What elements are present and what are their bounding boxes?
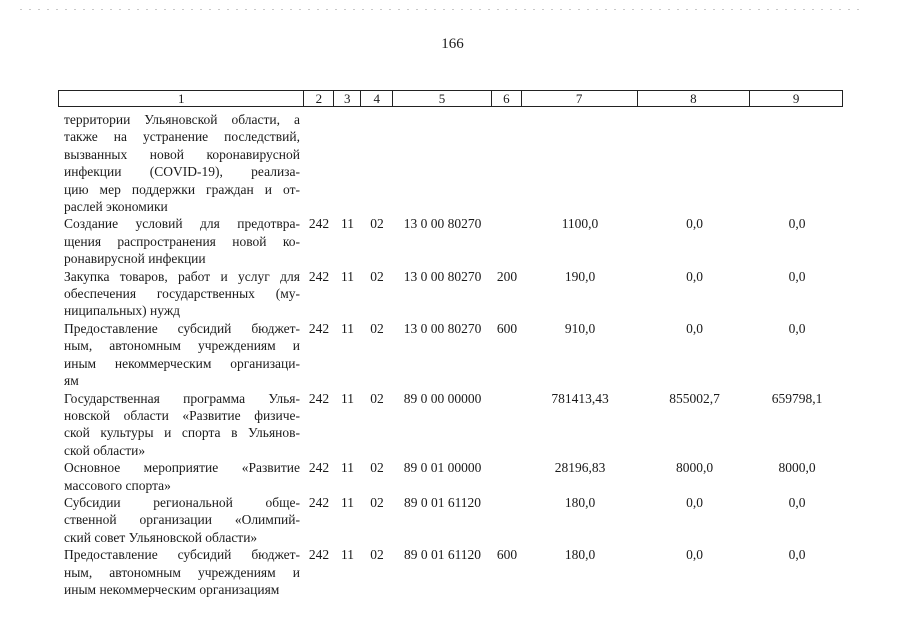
col-7-value: 28196,83 xyxy=(554,460,606,476)
row-name xyxy=(58,546,304,598)
scan-artifact-top xyxy=(20,9,860,10)
col-4-value: 02 xyxy=(370,320,384,336)
row-name-line: Субсидии региональной обще- xyxy=(64,494,300,510)
table-row xyxy=(58,320,843,390)
col-3-value: 11 xyxy=(341,494,354,510)
budget-table-body xyxy=(58,111,843,598)
col-7-value: 1100,0 xyxy=(561,216,599,232)
row-name-line: Предоставление субсидий бюджет- xyxy=(64,547,300,563)
col-3-value: 11 xyxy=(341,320,354,336)
row-name-line: ям xyxy=(64,373,79,389)
col-4-value: 02 xyxy=(370,216,384,232)
header-col-7: 7 xyxy=(522,91,638,106)
header-col-4: 4 xyxy=(361,91,393,106)
row-name-line: также на устранение последствий, xyxy=(64,129,300,145)
col-9-value: 0,0 xyxy=(788,320,806,336)
header-col-8: 8 xyxy=(638,91,751,106)
row-name-line: ниципальных) нужд xyxy=(64,303,181,319)
row-name-line: Основное мероприятие «Развитие xyxy=(64,460,300,476)
header-col-6: 6 xyxy=(492,91,522,106)
col-3-value: 11 xyxy=(341,216,354,232)
header-col-2: 2 xyxy=(304,91,334,106)
col-8-value: 0,0 xyxy=(686,547,703,563)
col-5-value: 13 0 00 80270 xyxy=(403,216,482,232)
row-name-line: территории Ульяновской области, а xyxy=(64,112,300,127)
col-5-value: 13 0 00 80270 xyxy=(403,268,482,284)
col-8-value: 0,0 xyxy=(686,216,703,232)
col-6-value: 600 xyxy=(496,320,518,336)
col-2-value: 242 xyxy=(308,494,330,510)
col-5-value: 89 0 01 61120 xyxy=(403,494,482,510)
row-name xyxy=(58,320,304,390)
row-name-line: щения распространения новой ко- xyxy=(64,233,300,249)
col-4-value: 02 xyxy=(370,390,384,406)
col-7-value: 910,0 xyxy=(564,320,596,336)
col-6-value: 600 xyxy=(496,547,518,563)
col-9-value: 0,0 xyxy=(788,268,806,284)
table-row xyxy=(58,268,843,320)
page-number: 166 xyxy=(441,36,464,52)
col-2-value: 242 xyxy=(308,320,330,336)
table-row xyxy=(58,459,843,494)
col-3-value: 11 xyxy=(341,547,354,563)
col-2-value: 242 xyxy=(308,547,330,563)
table-row xyxy=(58,111,843,215)
col-7-value: 180,0 xyxy=(564,547,596,563)
table-row xyxy=(58,494,843,546)
row-name xyxy=(58,111,304,215)
row-name-line: Закупка товаров, работ и услуг для xyxy=(64,268,300,284)
col-9-value: 0,0 xyxy=(788,216,806,232)
row-name-line: Государственная программа Улья- xyxy=(64,390,300,406)
col-4-value: 02 xyxy=(370,460,384,476)
col-7-value: 180,0 xyxy=(564,494,596,510)
row-name-line: вызванных новой коронавирусной xyxy=(64,146,300,162)
col-2-value: 242 xyxy=(308,268,330,284)
col-2-value: 242 xyxy=(308,460,330,476)
row-name-line: ской культуры и спорта в Ульянов- xyxy=(64,425,300,441)
row-name-line: ственной организации «Олимпий- xyxy=(64,512,300,528)
col-7-value: 781413,43 xyxy=(551,390,609,406)
row-name-line: раслей экономики xyxy=(64,199,168,215)
header-col-5: 5 xyxy=(393,91,492,106)
row-name-line: ным, автономным учреждениям и xyxy=(64,564,300,580)
col-4-value: 02 xyxy=(370,268,384,284)
row-name xyxy=(58,268,304,320)
row-name xyxy=(58,390,304,460)
row-name-line: массового спорта» xyxy=(64,477,171,493)
row-name xyxy=(58,459,304,494)
col-9-value: 659798,1 xyxy=(771,390,823,406)
row-name-line: ронавирусной инфекции xyxy=(64,251,206,267)
row-name-line: обеспечения государственных (му- xyxy=(64,286,300,302)
col-9-value: 0,0 xyxy=(788,547,806,563)
col-8-value: 8000,0 xyxy=(675,460,714,476)
col-5-value: 89 0 00 00000 xyxy=(403,390,482,406)
table-row xyxy=(58,546,843,598)
col-4-value: 02 xyxy=(370,494,384,510)
row-name-line: иным некоммерческим организациям xyxy=(64,581,280,597)
col-9-value: 8000,0 xyxy=(778,460,816,476)
col-3-value: 11 xyxy=(341,268,354,284)
col-8-value: 0,0 xyxy=(686,494,703,510)
row-name-line: новской области «Развитие физиче- xyxy=(64,407,300,423)
col-8-value: 855002,7 xyxy=(669,390,720,406)
row-name-line: иным некоммерческим организаци- xyxy=(64,355,300,371)
col-4-value: 02 xyxy=(370,547,384,563)
table-row xyxy=(58,390,843,460)
column-number-header xyxy=(58,90,843,107)
col-2-value: 242 xyxy=(308,216,330,232)
col-5-value: 13 0 00 80270 xyxy=(403,320,482,336)
col-6-value: 200 xyxy=(496,268,518,284)
header-col-3: 3 xyxy=(334,91,361,106)
col-8-value: 0,0 xyxy=(686,268,703,284)
header-col-1: 1 xyxy=(59,91,304,106)
col-5-value: 89 0 01 61120 xyxy=(403,547,482,563)
row-name xyxy=(58,494,304,546)
table-row xyxy=(58,215,843,267)
col-3-value: 11 xyxy=(341,390,354,406)
row-name-line: ский совет Ульяновской области» xyxy=(64,529,258,545)
row-name-line: ным, автономным учреждениям и xyxy=(64,338,300,354)
row-name-line: инфекции (COVID-19), реализа- xyxy=(64,164,300,180)
row-name-line: ской области» xyxy=(64,442,146,458)
col-9-value: 0,0 xyxy=(788,494,806,510)
col-3-value: 11 xyxy=(341,460,354,476)
col-7-value: 190,0 xyxy=(564,268,596,284)
row-name-line: цию мер поддержки граждан и от- xyxy=(64,181,300,197)
header-col-9: 9 xyxy=(792,91,800,106)
col-8-value: 0,0 xyxy=(686,320,703,336)
col-2-value: 242 xyxy=(308,390,330,406)
row-name-line: Предоставление субсидий бюджет- xyxy=(64,320,300,336)
row-name xyxy=(58,215,304,267)
col-5-value: 89 0 01 00000 xyxy=(403,460,482,476)
row-name-line: Создание условий для предотвра- xyxy=(64,216,300,232)
